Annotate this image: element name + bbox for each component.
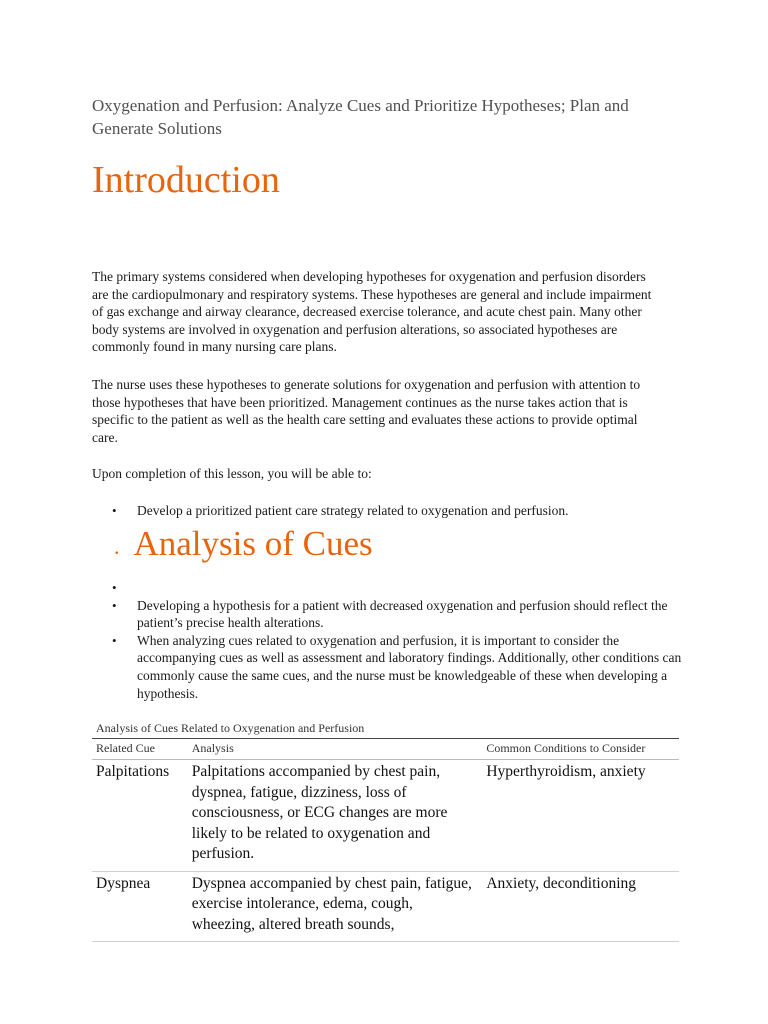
- bullet-icon: •: [112, 597, 117, 613]
- column-header-related-cue: Related Cue: [92, 739, 188, 760]
- list-item: [92, 632, 682, 702]
- objectives-list: [92, 502, 682, 520]
- bullet-icon: .: [114, 533, 120, 559]
- cues-table: [92, 738, 679, 942]
- introduction-heading: Introduction: [92, 159, 280, 201]
- bullet-text: When analyzing cues related to oxygenation and perfusion, it is important to consider the accompanying cues as well as assessment and laboratory findings. Additionally, other conditions can commonly cause the same cues, and the nurse must be knowledgeable of these when developing a hypothesis.: [137, 632, 682, 701]
- table-header-row: [92, 739, 679, 760]
- table-row: [92, 760, 679, 872]
- cell-related-cue: Dyspnea: [92, 871, 188, 942]
- analysis-bullet-list: [92, 579, 682, 702]
- intro-paragraph-3: Upon completion of this lesson, you will be able to:: [92, 466, 372, 481]
- cell-conditions: Hyperthyroidism, anxiety: [482, 760, 679, 872]
- bullet-icon: •: [112, 632, 117, 648]
- table-row: [92, 871, 679, 942]
- list-item: [92, 579, 682, 597]
- list-item: [92, 597, 682, 632]
- column-header-analysis: Analysis: [188, 739, 483, 760]
- cell-analysis: Dyspnea accompanied by chest pain, fatigue, exercise intolerance, edema, cough, wheezing, altered breath sounds,: [188, 871, 483, 942]
- analysis-of-cues-heading: [114, 522, 373, 569]
- objective-text: Develop a prioritized patient care strategy related to oxygenation and perfusion.: [137, 503, 569, 518]
- document-title: Oxygenation and Perfusion: Analyze Cues and Prioritize Hypotheses; Plan and Generate Solutions: [92, 96, 629, 138]
- column-header-conditions: Common Conditions to Consider: [482, 739, 679, 760]
- cell-analysis: Palpitations accompanied by chest pain, dyspnea, fatigue, dizziness, loss of consciousness, or ECG changes are more likely to be related to oxygenation and perfusion.: [188, 760, 483, 872]
- intro-paragraph-2: The nurse uses these hypotheses to generate solutions for oxygenation and perfusion with attention to those hypotheses that have been prioritized. Management continues as the nurse takes action that is specific to the patient as well as the health care setting and evaluates these actions to provide optimal care.: [92, 377, 641, 445]
- intro-paragraph-1: The primary systems considered when developing hypotheses for oxygenation and perfusion disorders are the cardiopulmonary and respiratory systems. These hypotheses are general and include impairment of gas exchange and airway clearance, decreased exercise tolerance, and acute chest pain. Many other body systems are involved in oxygenation and perfusion alterations, so associated hypotheses are commonly found in many nursing care plans.: [92, 269, 652, 355]
- bullet-icon: •: [112, 580, 117, 595]
- cell-conditions: Anxiety, deconditioning: [482, 871, 679, 942]
- bullet-icon: •: [112, 503, 117, 518]
- cell-related-cue: Palpitations: [92, 760, 188, 872]
- analysis-heading-text: Analysis of Cues: [133, 524, 373, 563]
- bullet-text: Developing a hypothesis for a patient with decreased oxygenation and perfusion should reflect the patient’s precise health alterations.: [137, 597, 668, 631]
- table-caption: Analysis of Cues Related to Oxygenation and Perfusion: [96, 721, 365, 735]
- list-item: [92, 502, 682, 520]
